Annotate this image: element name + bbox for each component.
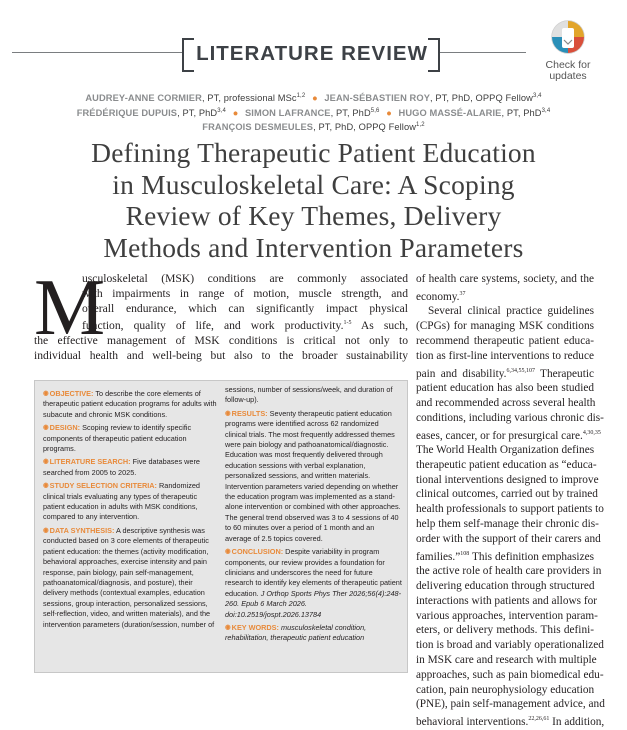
body-line: tion as first-line interventions to reduce: [416, 349, 594, 362]
article-title: [30, 137, 597, 263]
badge-label: Check for updates: [545, 59, 591, 82]
citation: J Orthop Sports Phys Ther 2026;56(4):248-260. Epub 6 March 2026. doi:10.2519/jospt.2026.13784: [225, 588, 402, 619]
title-line: Defining Therapeutic Patient Education: [91, 137, 536, 168]
title-line: Methods and Intervention Parameters: [103, 231, 524, 263]
body-line: behavioral interventions.$^{22,26,61}$ In addition,: [416, 715, 605, 728]
abstract-conclusion: ◉ CONCLUSION: Despite variability in program components, our review provides a foundation for clinicians and underscores the need for future research to identify key elements of therapeutic patient education. J Orthop Sports Phys Ther 2026;56(4):248-260. Epub 6 March 2026. doi:10.2519/jospt.2026.13784: [225, 547, 402, 620]
author-name: FRANÇOIS DESMEULES: [202, 122, 314, 133]
abstract-results: ◉ RESULTS: Seventy therapeutic patient education programs were identified across 62 randomized clinical trials. The most frequently addressed themes were pain biology and pathoanatomical/diagnostic. Education was most frequently delivered through education sessions with verbal explanation, personalized sessions, and written materials. Intervention parameters varied depending on whether the education program was implemented as a stand-alone intervention or combined with other approaches. The general trend observed was 3 to 4 sessions of 40 to 60 minutes over a period of 1 month and an average of 2.5 topics covered.: [225, 409, 402, 544]
body-line: (PNE), pain self-management advice, and: [416, 698, 605, 711]
abstract-column-left: [43, 389, 219, 633]
body-line: economy.$^{37}$: [416, 290, 466, 303]
intro-line: function, quality of life, and work productivity.$^{1-5}$ As such,: [82, 319, 408, 333]
body-line: the active role of health care providers in: [416, 565, 602, 578]
title-line: in Musculoskeletal Care: A Scoping: [112, 168, 515, 200]
abstract-data-synthesis: ◉ DATA SYNTHESIS: A descriptive synthesis was conducted based on 3 core elements of therapeutic patient education: the themes (activity modification, behavioral approaches, exercise intensity and pain response, pain biology, pain self-management, pathoanatomical/diagnosis, and posture), their delivery methods (contextual examples, education sessions, group interaction, personalized sessions, self-reflection, video, and written materials), and the intervention parameters (duration/session, number of: [43, 526, 219, 630]
abstract-keywords: ◉ KEY WORDS: musculoskeletal condition, rehabilitation, therapeutic patient education: [225, 623, 402, 644]
body-line: tion is broad and variably operationalized: [416, 639, 604, 652]
body-line: and recommended across several health: [416, 396, 596, 409]
intro-line: the effective management of MSK conditions is critical not only to: [34, 334, 408, 348]
abstract-design: ◉ DESIGN: Scoping review to identify specific components of therapeutic patient education programs.: [43, 423, 219, 454]
author-name: AUDREY-ANNE CORMIER: [85, 93, 202, 104]
body-line: in MSK care and research with multiple: [416, 653, 597, 666]
intro-line: individual health and well-being but also to the broader sustainability: [34, 348, 408, 362]
abstract-box: [34, 380, 408, 673]
author-line-2: FRÉDÉRIQUE DUPUIS, PT, PhD$^{3,4}$ ● SIMON LAFRANCE, PT, PhD$^{5,6}$ ● HUGO MASSÉ-ALARIE, PT, PhD$^{3,4}$: [76, 107, 551, 118]
body-line: approaches, such as pain biomedical edu-: [416, 668, 604, 681]
body-line: recommend therapeutic patient educa-: [416, 334, 594, 347]
header-rule-left: [12, 52, 182, 53]
body-line: (CPGs) for managing MSK conditions: [416, 320, 594, 333]
author-name: SIMON LAFRANCE: [245, 107, 331, 118]
body-line: therapeutic patient education as “educa-: [416, 458, 597, 471]
body-line: patient education has also been studied: [416, 382, 594, 395]
author-line-1: AUDREY-ANNE CORMIER, PT, professional MSc$^{1,2}$ ● JEAN-SÉBASTIEN ROY, PT, PhD, OPPQ Fellow$^{3,4}$: [85, 93, 542, 104]
author-name: HUGO MASSÉ-ALARIE: [398, 107, 502, 118]
intro-paragraph: [34, 264, 408, 364]
author-list: [40, 90, 587, 134]
body-line: health professionals to support patients to: [416, 503, 604, 516]
body-line: conditions, including various chronic dis-: [416, 411, 604, 424]
bracket-left: [182, 38, 194, 72]
abstract-objective: ◉ OBJECTIVE: To describe the core elements of therapeutic patient education programs for adults with subacute and chronic MSK conditions.: [43, 389, 219, 420]
abstract-continuation: sessions, number of sessions/week, and duration of follow-up).: [225, 385, 393, 405]
body-line: The World Health Organization defines: [416, 444, 595, 457]
body-line: of health care systems, society, and the: [416, 273, 594, 285]
body-line: various approaches, intervention param-: [416, 609, 598, 622]
drop-cap: M: [34, 264, 106, 352]
body-line: eters, or delivery methods. This defini-: [416, 624, 594, 637]
body-line: cation, pain neurophysiology education: [416, 683, 595, 696]
body-line: pain and disability.$^{6,34,55,107}$ Therapeutic: [416, 367, 594, 380]
body-line: delivering education through structured: [416, 580, 595, 592]
body-right-column: [416, 272, 605, 730]
bracket-right: [428, 38, 440, 72]
abstract-column-right: [225, 385, 402, 647]
author-name: JEAN-SÉBASTIEN ROY: [324, 93, 431, 104]
intro-line: usculoskeletal (MSK) conditions are commonly associated: [82, 272, 408, 285]
body-line: order with the support of their carers and: [416, 532, 601, 545]
check-for-updates-badge[interactable]: [532, 19, 604, 82]
author-name: FRÉDÉRIQUE DUPUIS: [76, 107, 178, 118]
abstract-selection-criteria: ◉ STUDY SELECTION CRITERIA: Randomized clinical trials evaluating any types of therapeutic patient education in adults with MSK conditions, compared to any intervention.: [43, 481, 219, 523]
header-rule-right: [440, 52, 526, 53]
intro-line: overall endurance, which can significantly impact physical: [82, 301, 408, 315]
section-label: LITERATURE REVIEW: [196, 42, 428, 65]
body-line: help them self-manage their chronic dis-: [416, 518, 599, 531]
body-line: eases, cancer, or for presurgical care.$^{4,30,35}$: [416, 429, 601, 442]
body-line: clinical outcomes, carried out by trained: [416, 488, 598, 501]
abstract-literature-search: ◉ LITERATURE SEARCH: Five databases were searched from 2005 to 2025.: [43, 457, 219, 478]
author-line-3: FRANÇOIS DESMEULES, PT, PhD, OPPQ Fellow$^{1,2}$: [202, 122, 425, 133]
body-line: families.”$^{108}$ This definition emphasizes: [416, 550, 594, 563]
body-line: tional interventions designed to improve: [416, 473, 599, 486]
intro-line: with impairments in range of motion, muscle strength, and: [82, 286, 408, 300]
check-updates-icon: [550, 19, 586, 57]
body-line: Several clinical practice guidelines: [428, 305, 594, 318]
body-line: interactions with patients and allows for: [416, 594, 598, 607]
title-line: Review of Key Themes, Delivery: [125, 200, 502, 231]
